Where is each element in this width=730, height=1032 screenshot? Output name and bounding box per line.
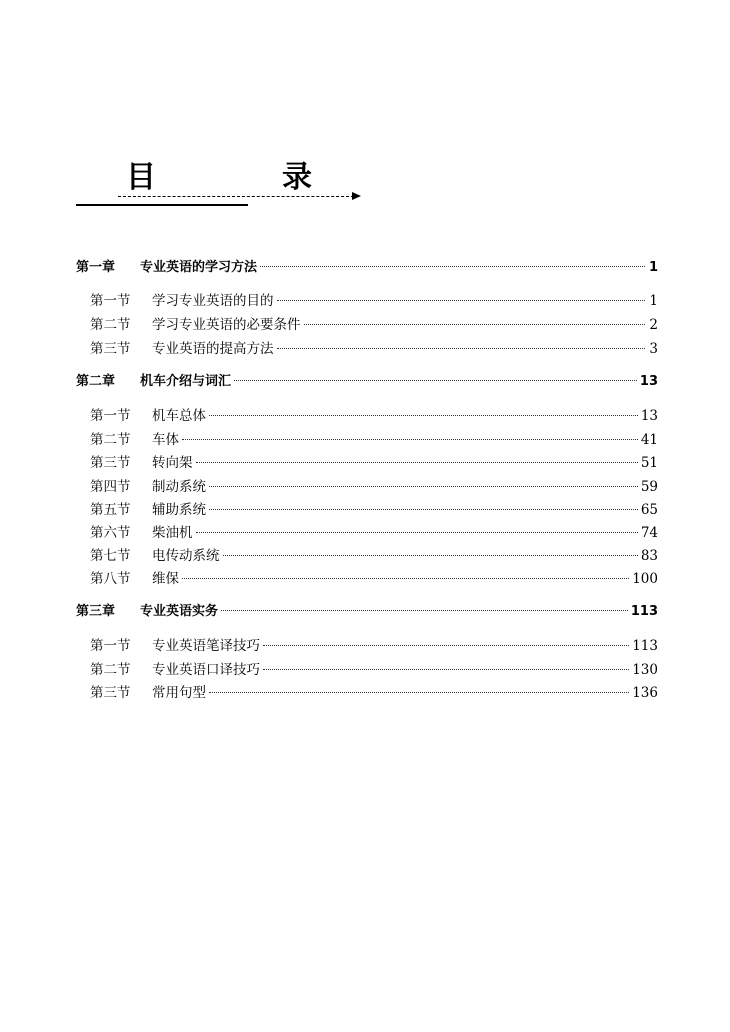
section-title: 机车总体: [152, 408, 206, 424]
section-title: 车体: [152, 432, 179, 448]
dot-leader: [234, 380, 637, 381]
section-title: 专业英语的提高方法: [152, 341, 274, 357]
dot-leader: [260, 266, 645, 267]
page-number: 130: [632, 662, 658, 678]
section-title: 转向架: [152, 455, 193, 471]
section-title: 维保: [152, 571, 179, 587]
toc-section[interactable]: [90, 569, 658, 589]
section-title: 学习专业英语的目的: [152, 293, 274, 309]
toc-section[interactable]: [90, 546, 658, 566]
toc-section[interactable]: [90, 406, 658, 426]
page-number: 2: [649, 317, 658, 333]
page-number: 13: [640, 408, 658, 424]
section-title: 专业英语笔译技巧: [152, 638, 260, 654]
dot-leader: [277, 348, 646, 349]
toc-section[interactable]: [90, 636, 658, 656]
dot-leader: [223, 555, 638, 556]
title-dashed-rule: [118, 196, 354, 197]
chapter-title: 专业英语实务: [140, 604, 219, 619]
section-label: 第一节: [90, 293, 131, 309]
section-label: 第二节: [90, 432, 131, 448]
dot-leader: [263, 645, 629, 646]
section-label: 第三节: [90, 685, 131, 701]
toc-section[interactable]: [90, 683, 658, 703]
page-number: 3: [649, 341, 658, 357]
section-label: 第二节: [90, 317, 131, 333]
section-label: 第五节: [90, 502, 131, 518]
toc-section[interactable]: [90, 523, 658, 543]
toc-chapter-3[interactable]: [76, 602, 658, 622]
section-title: 电传动系统: [152, 548, 220, 564]
dot-leader: [221, 610, 628, 611]
dot-leader: [209, 486, 638, 487]
dot-leader: [209, 415, 638, 416]
section-label: 第四节: [90, 479, 131, 495]
toc-section[interactable]: [90, 315, 658, 335]
dot-leader: [196, 532, 638, 533]
page-number: 136: [632, 685, 658, 701]
page-number: 1: [649, 293, 658, 309]
section-title: 学习专业英语的必要条件: [152, 317, 301, 333]
dot-leader: [196, 462, 638, 463]
section-title: 制动系统: [152, 479, 206, 495]
title-underline: [76, 204, 248, 206]
dot-leader: [209, 509, 638, 510]
page-number: 83: [640, 548, 658, 564]
page-number: 113: [632, 638, 658, 654]
toc-section[interactable]: [90, 660, 658, 680]
chapter-label: 第一章: [76, 260, 116, 275]
page-number: 74: [640, 525, 658, 541]
section-title: 常用句型: [152, 685, 206, 701]
section-title: 柴油机: [152, 525, 193, 541]
page-number: 59: [640, 479, 658, 495]
chapter-title: 专业英语的学习方法: [140, 260, 258, 275]
section-title: 辅助系统: [152, 502, 206, 518]
dot-leader: [182, 578, 629, 579]
toc-section[interactable]: [90, 339, 658, 359]
toc-section[interactable]: [90, 453, 658, 473]
page-number: 113: [630, 604, 658, 619]
section-label: 第六节: [90, 525, 131, 541]
section-label: 第一节: [90, 638, 131, 654]
dot-leader: [304, 324, 646, 325]
toc-chapter-1[interactable]: [76, 258, 658, 278]
section-label: 第三节: [90, 341, 131, 357]
page-title: 目 录: [126, 160, 360, 195]
section-title: 专业英语口译技巧: [152, 662, 260, 678]
toc-section[interactable]: [90, 500, 658, 520]
section-label: 第三节: [90, 455, 131, 471]
page-number: 51: [640, 455, 658, 471]
page-number: 65: [640, 502, 658, 518]
section-label: 第八节: [90, 571, 131, 587]
dot-leader: [209, 692, 629, 693]
section-label: 第一节: [90, 408, 131, 424]
dot-leader: [263, 669, 629, 670]
dot-leader: [277, 300, 646, 301]
page-number: 41: [640, 432, 658, 448]
page-number: 100: [632, 571, 658, 587]
dot-leader: [182, 439, 638, 440]
toc-chapter-2[interactable]: [76, 372, 658, 392]
chapter-label: 第三章: [76, 604, 116, 619]
arrow-head-icon: [352, 192, 361, 200]
page-number: 1: [648, 260, 658, 275]
section-label: 第七节: [90, 548, 131, 564]
chapter-title: 机车介绍与词汇: [140, 374, 232, 389]
toc-section[interactable]: [90, 477, 658, 497]
toc-section[interactable]: [90, 430, 658, 450]
toc-section[interactable]: [90, 291, 658, 311]
section-label: 第二节: [90, 662, 131, 678]
page-number: 13: [639, 374, 658, 389]
chapter-label: 第二章: [76, 374, 116, 389]
